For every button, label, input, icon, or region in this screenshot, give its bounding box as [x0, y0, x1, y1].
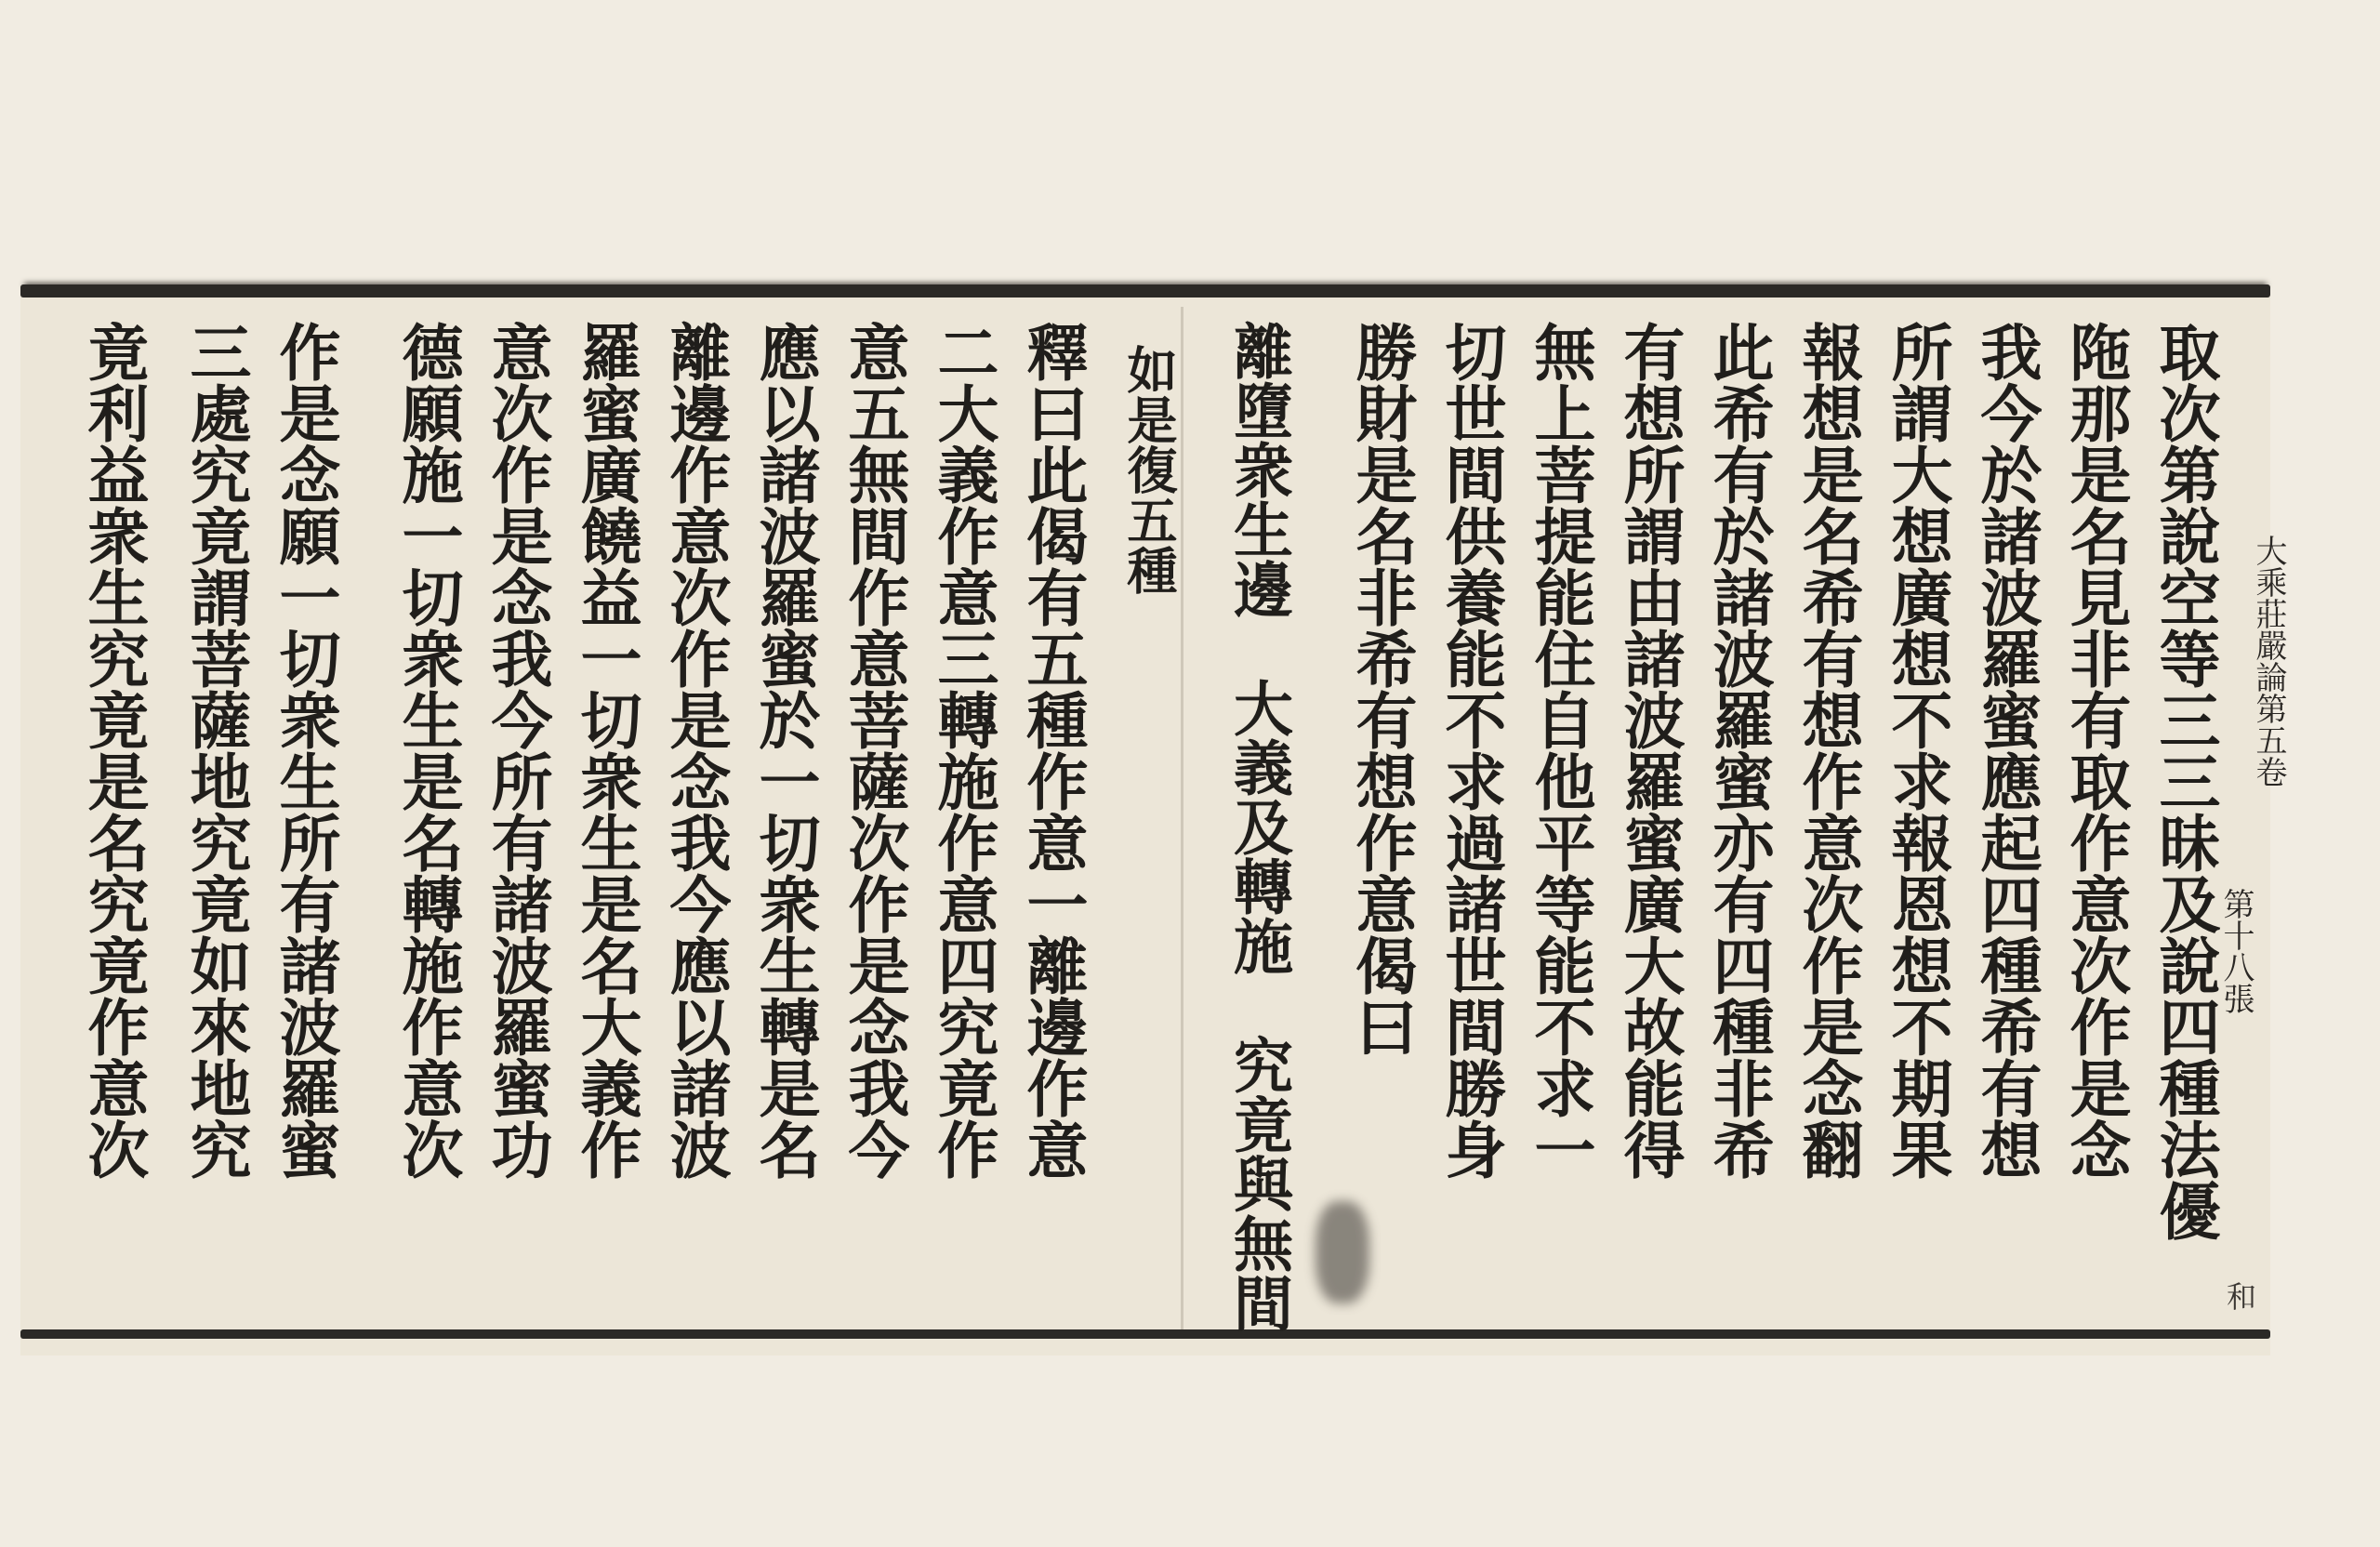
- margin-page-number: 第十八張: [2217, 888, 2254, 1014]
- page-fold: [1181, 307, 1183, 1329]
- text-column: 陁那是名見非有取作意次作是念: [2059, 321, 2132, 1180]
- text-column: 竟利益衆生究竟是名究竟作意次: [77, 321, 150, 1180]
- bottom-border-rule: [20, 1329, 2270, 1339]
- verse-column: 離墮衆生邊 大義及轉施 究竟與無間: [1223, 321, 1293, 1332]
- top-border-rule: [20, 284, 2270, 298]
- text-column: 釋曰此偈有五種作意一離邊作意: [1016, 321, 1089, 1180]
- text-column: 報想是名希有想作意次作是念翻: [1792, 321, 1864, 1180]
- text-column: 離邊作意次作是念我今應以諸波: [659, 321, 732, 1180]
- ink-smudge: [1316, 1201, 1369, 1303]
- text-column: 作是念願一切衆生所有諸波羅蜜: [269, 321, 341, 1180]
- text-column: 所謂大想廣想不求報恩想不期果: [1881, 321, 1953, 1180]
- margin-title: 大乘莊嚴論第五卷: [2250, 535, 2287, 787]
- text-column: 如是復五種: [1119, 344, 1179, 595]
- text-column: 無上菩提能住自他平等能不求一: [1524, 321, 1596, 1180]
- text-column: 三處究竟謂菩薩地究竟如來地究: [179, 321, 252, 1180]
- text-column: 勝財是名非希有想作意偈曰: [1345, 321, 1418, 1057]
- text-column: 我今於諸波羅蜜應起四種希有想: [1970, 321, 2043, 1180]
- text-column: 應以諸波羅蜜於一切衆生轉是名: [748, 321, 821, 1180]
- carver-mark: 和: [2227, 1279, 2257, 1315]
- text-column: 切世間供養能不求過諸世間勝身: [1435, 321, 1507, 1180]
- text-column: 二大義作意三轉施作意四究竟作: [927, 321, 999, 1180]
- text-column: 意次作是念我今所有諸波羅蜜功: [481, 321, 553, 1180]
- text-column: 意五無間作意菩薩次作是念我今: [838, 321, 910, 1180]
- text-column: 羅蜜廣饒益一切衆生是名大義作: [570, 321, 642, 1180]
- text-column: 此希有於諸波羅蜜亦有四種非希: [1702, 321, 1775, 1180]
- text-column: 有想所謂由諸波羅蜜廣大故能得: [1613, 321, 1686, 1180]
- text-column: 德願施一切衆生是名轉施作意次: [391, 321, 464, 1180]
- text-column: 取次第說空等三三昧及說四種法優: [2149, 321, 2221, 1241]
